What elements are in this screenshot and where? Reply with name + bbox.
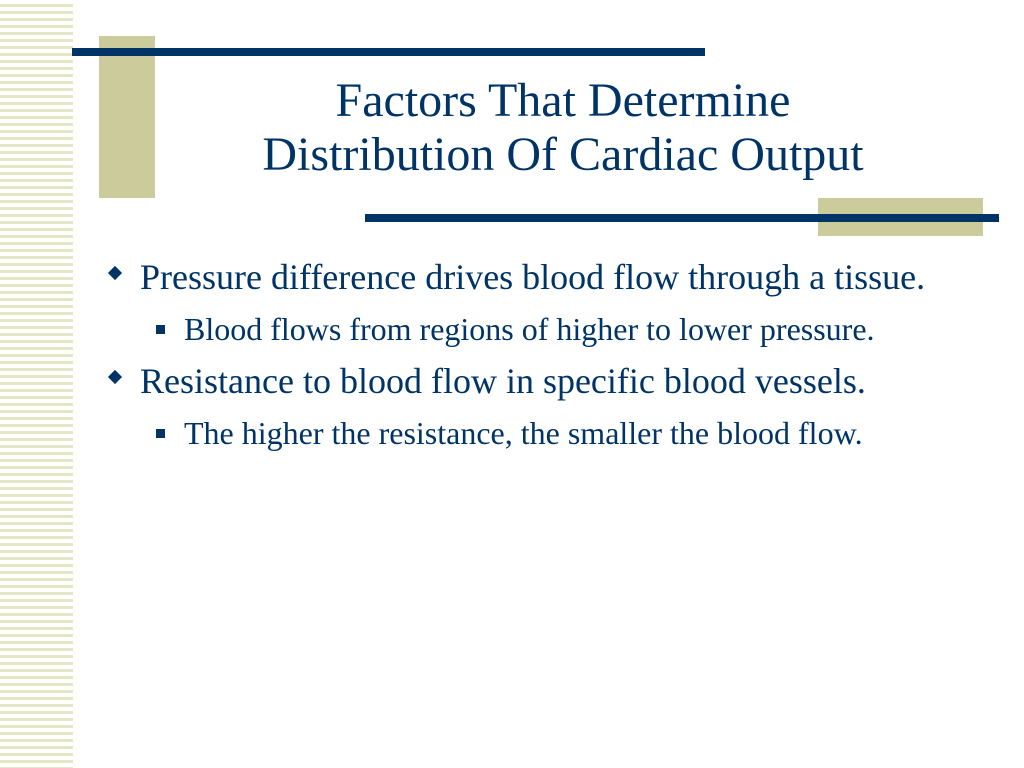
divider-line-top	[72, 48, 705, 56]
diamond-bullet-icon	[108, 266, 122, 280]
bullet-item	[104, 359, 984, 403]
sub-bullet-text: The higher the resistance, the smaller the blood flow.	[184, 415, 863, 451]
sub-bullet-text: Blood flows from regions of higher to lower pressure.	[184, 311, 875, 347]
bullet-text: Resistance to blood flow in specific blood vessels.	[140, 361, 866, 401]
square-bullet-icon	[156, 325, 165, 334]
slide-content	[104, 255, 984, 463]
diamond-bullet-icon	[108, 370, 122, 384]
bullet-text: Pressure difference drives blood flow through a tissue.	[140, 257, 926, 297]
square-bullet-icon	[156, 429, 165, 438]
title-line-1: Factors That Determine	[335, 74, 791, 127]
title-line-2: Distribution Of Cardiac Output	[262, 128, 864, 181]
slide-title	[110, 74, 1016, 182]
sub-bullet-item	[104, 309, 984, 349]
decorative-stripes	[0, 0, 73, 768]
divider-line-bottom	[365, 214, 999, 222]
bullet-item	[104, 255, 984, 299]
sub-bullet-item	[104, 413, 984, 453]
